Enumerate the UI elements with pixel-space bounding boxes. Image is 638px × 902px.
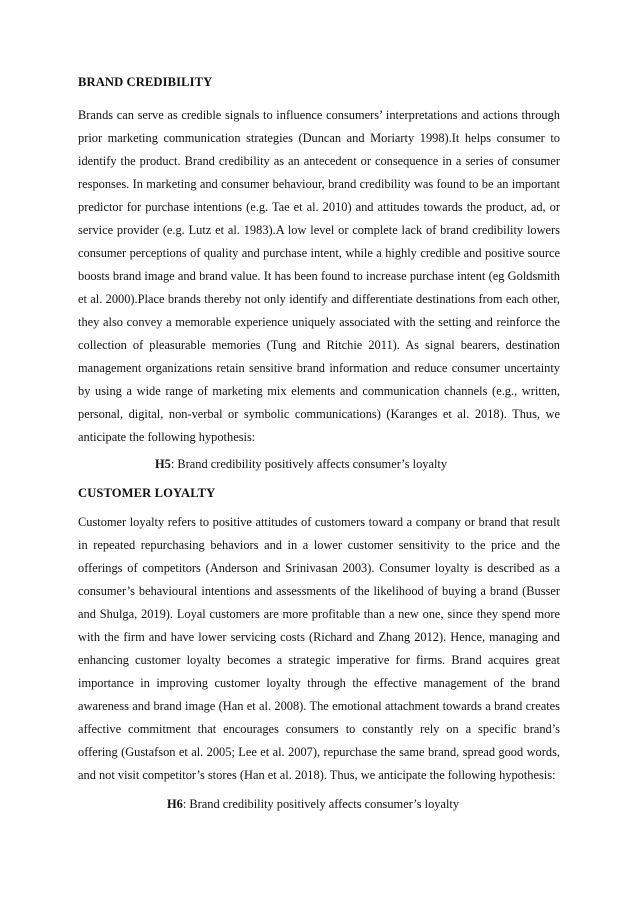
hypothesis-h5-label: H5 bbox=[155, 457, 171, 471]
hypothesis-h5 bbox=[155, 455, 560, 473]
section-heading-brand-credibility: BRAND CREDIBILITY bbox=[78, 75, 213, 89]
paragraph-brand-credibility: Brands can serve as credible signals to influence consumers’ interpretations and actions through prior marketing communication strategies (Duncan and Moriarty 1998).It helps consumer to identify the product. Brand credibility as an antecedent or consequence in a series of consumer responses. In marketing and consumer behaviour, brand credibility was found to be an important predictor for purchase intentions (e.g. Tae et al. 2010) and attitudes towards the product, ad, or service provider (e.g. Lutz et al. 1983).A low level or complete lack of brand credibility lowers consumer perceptions of quality and purchase intent, while a highly credible and positive source boosts brand image and brand value. It has been found to increase purchase intent (eg Goldsmith et al. 2000).Place brands thereby not only identify and differentiate destinations from each other, they also convey a memorable experience uniquely associated with the setting and reinforce the collection of pleasurable memories (Tung and Ritchie 2011). As signal bearers, destination management organizations retain sensitive brand information and reduce consumer uncertainty by using a wide range of marketing mix elements and communication channels (e.g., written, personal, digital, non-verbal or symbolic communications) (Karanges et al. 2018). Thus, we anticipate the following hypothesis: bbox=[78, 108, 560, 444]
hypothesis-h6 bbox=[167, 795, 560, 813]
page-content bbox=[78, 70, 560, 813]
paragraph-customer-loyalty: Customer loyalty refers to positive attitudes of customers toward a company or brand that result in repeated repurchasing behaviors and in a lower customer sensitivity to the price and the offerings of competitors (Anderson and Srinivasan 2003). Consumer loyalty is described as a consumer’s behavioural intentions and assessments of the likelihood of buying a brand (Busser and Shulga, 2019). Loyal customers are more profitable than a new one, since they spend more with the firm and have lower servicing costs (Richard and Zhang 2012). Hence, managing and enhancing customer loyalty becomes a strategic imperative for firms. Brand acquires great importance in improving customer loyalty through the effective management of the brand awareness and brand image (Han et al. 2008). The emotional attachment towards a brand creates affective commitment that encourages consumers to constantly rely on a specific brand’s offering (Gustafson et al. 2005; Lee et al. 2007), repurchase the same brand, spread good words, and not visit competitor’s stores (Han et al. 2018). Thus, we anticipate the following hypothesis: bbox=[78, 515, 560, 782]
hypothesis-h5-text: : Brand credibility positively affects consumer’s loyalty bbox=[170, 457, 448, 471]
section-heading-customer-loyalty: CUSTOMER LOYALTY bbox=[78, 486, 216, 500]
hypothesis-h6-label: H6 bbox=[167, 797, 183, 811]
hypothesis-h6-text: : Brand credibility positively affects consumer’s loyalty bbox=[182, 797, 460, 811]
